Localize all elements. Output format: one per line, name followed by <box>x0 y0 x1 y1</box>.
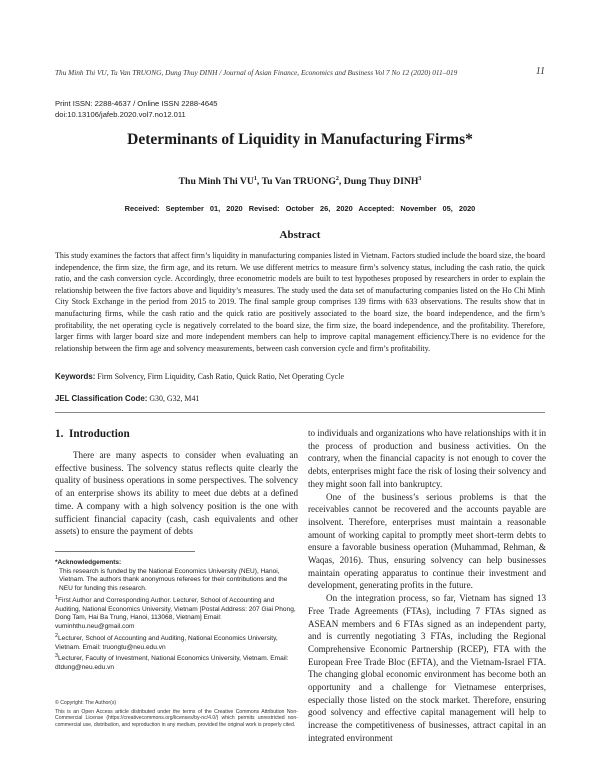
abstract-heading: Abstract <box>279 229 321 241</box>
footnote-divider <box>55 551 195 552</box>
keywords-text: Firm Solvency, Firm Liquidity, Cash Ratio, Quick Ratio, Net Operating Cycle <box>97 372 344 381</box>
author-list: Thu Minh Thi $VU^1$, Tu Van TRUONG$^2$, Dung Thuy DINH$^3$ <box>178 176 422 188</box>
acknowledgements-label: *Acknowledgements: <box>55 559 122 566</box>
accepted-date: Accepted: November 05, 2020 <box>358 204 476 213</box>
running-head-text: Thu Minh Thi VU, Tu Van TRUONG, Dung Thuy DINH / Journal of Asian Finance, Economics and Business Vol 7 No 12 (2020) 011–019 <box>55 68 458 77</box>
running-header <box>55 68 545 77</box>
author-affiliation-mark: 1 <box>253 176 257 182</box>
page-number: 11 <box>535 66 545 77</box>
footnote-mark: 1 <box>55 594 59 601</box>
author-name: Thu Minh Thi VU <box>178 176 254 188</box>
issn-block <box>55 98 218 120</box>
jel-codes <box>55 394 545 403</box>
author-name: Dung Thuy DINH <box>343 176 419 188</box>
received-date: Received: September 01, 2020 <box>124 204 243 213</box>
issn-line: Print ISSN: 2288-4637 / Online ISSN 2288-4645 <box>55 99 218 108</box>
body-paragraph: to individuals and organizations who have relationships with it in the process of production and business activities. On the contrary, when the financial capacity is not enough to cover the debts, enterprises might face the risk of losing their solvency and they might soon fall into bankruptcy. <box>308 428 546 489</box>
footnote-mark: 2 <box>55 632 59 639</box>
jel-text: G30, G32, M41 <box>149 394 200 403</box>
author-affiliation-mark: 3 <box>418 176 422 182</box>
acknowledgements-text: This research is funded by the National Economics University (NEU), Hanoi, Vietnam. The authors thank anonymous referees for their contributions and the NEU for funding this research. <box>59 567 288 593</box>
right-column <box>308 427 546 745</box>
footnotes <box>55 559 298 673</box>
body-paragraph: One of the business’s serious problems is that the receivables cannot be recovered and the accounts payable are insolvent. Therefore, enterprises must maintain a reasonable amount of working capital to promptly meet short-term debts to ensure a favorable business operation (Muhammad, Rehman, & Waqas, 2016). Thus, ensuring solvency can help businesses maintain operating apparatus to continue their investment and development, generating profits in the future. <box>308 491 546 591</box>
body-paragraph: On the integration process, so far, Vietnam has signed 13 Free Trade Agreements (FTAs), including 7 FTAs signed as ASEAN members and 6 FTAs signed as an independent party, and is currently negotiating 3 FTAs, including the Regional Comprehensive Economic Partnership (RCEP), FTA with the European Free Trade Bloc (EFTA), and the Vietnam-Israel FTA. The changing global economic environment has become both an opportunity and a challenge for Vietnamese enterprises, especially those listed on the stock market. Therefore, ensuring good solvency and effective capital management will help to increase the competitiveness of businesses, attract capital in an integrated environment <box>308 593 546 743</box>
revised-date: Revised: October 26, 2020 <box>248 204 353 213</box>
author-affiliation-mark: 2 <box>335 176 339 182</box>
divider <box>55 412 545 413</box>
doi-line: doi:10.13106/jafeb.2020.vol7.no12.011 <box>55 110 186 119</box>
copyright-line: © Copyright: The Author(s) <box>55 700 117 706</box>
section-heading <box>55 428 130 440</box>
keywords-label: Keywords: <box>55 372 96 381</box>
section-title: Introduction <box>68 428 130 440</box>
submission-dates <box>0 204 600 213</box>
footnote-2: Lecturer, School of Accounting and Auditing, National Economics University, Vietnam. Email: truongtu@neu.edu.vn <box>55 634 278 651</box>
footnote-mark: 3 <box>55 653 59 660</box>
footnote-1: First Author and Corresponding Author. Lecturer, School of Accounting and Auditing, National Economics University, Vietnam [Postal Address: 207 Giai Phong, Dong Tam, Hai Ba Trung, Hanoi, 113068, Vietnam] Email: vuminhthu.neu@gmail.com <box>55 596 296 631</box>
abstract-text: This study examines the factors that affect firm’s liquidity in manufacturing companies listed in Vietnam. Factors studied include the board size, the board independence, the firm size, the firm age, and its return. We use different metrics to measure firm’s solvency status, including the cash ratio, the quick ratio, and the cash conversion cycle. Accordingly, three econometric models are built to test hypotheses proposed by researchers in order to explain the relationship between the five factors above and liquidity’s measures. The study used the data set of manufacturing companies listed on the Ho Chi Minh City Stock Exchange in the period from 2015 to 2019. The final sample group comprises 139 firms with 633 observations. The results show that in manufacturing firms, while the cash ratio and the quick ratio are positively associated to the board size, the board independence, and the firm’s profitability, the net operating cycle is negatively correlated to the board size, the firm size, the board independence, and the profitability. Therefore, larger firms with larger board size and more independent members can help to improve capital management efficiency.There is no evidence for the relationship between the firm age and solvency measurements, between cash conversion cycle and firm’s profitability. <box>55 251 545 353</box>
jel-label: JEL Classification Code: <box>55 394 148 403</box>
keywords <box>55 372 545 381</box>
footnote-3: Lecturer, Faculty of Investment, National Economics University, Vietnam. Email: dtdung@neu.edu.vn <box>55 655 289 672</box>
author-name: Tu Van TRUONG <box>261 176 336 188</box>
body-paragraph: There are many aspects to consider when evaluating an effective business. The solvency status reflects quite clearly the quality of business operations in some perspectives. The solvency of an enterprise shows its ability to meet due debts at a defined time. A company with a high solvency position is the one with sufficient financial capacity (cash, cash equivalents and other assets) to ensure the payment of debts <box>55 450 298 537</box>
copyright-notice <box>55 700 298 728</box>
section-number: 1. <box>55 428 64 440</box>
license-text: This is an Open Access article distributed under the terms of the Creative Commons Attribution Non-Commercial License (https://creativecommons.org/licenses/by-nc/4.0/) which permits unrestricted non-commercial use, distribution, and reproduction in any medium, provided the original work is properly cited. <box>55 708 298 728</box>
paper-title: Determinants of Liquidity in Manufacturing Firms* <box>127 131 473 148</box>
left-column <box>55 449 298 538</box>
